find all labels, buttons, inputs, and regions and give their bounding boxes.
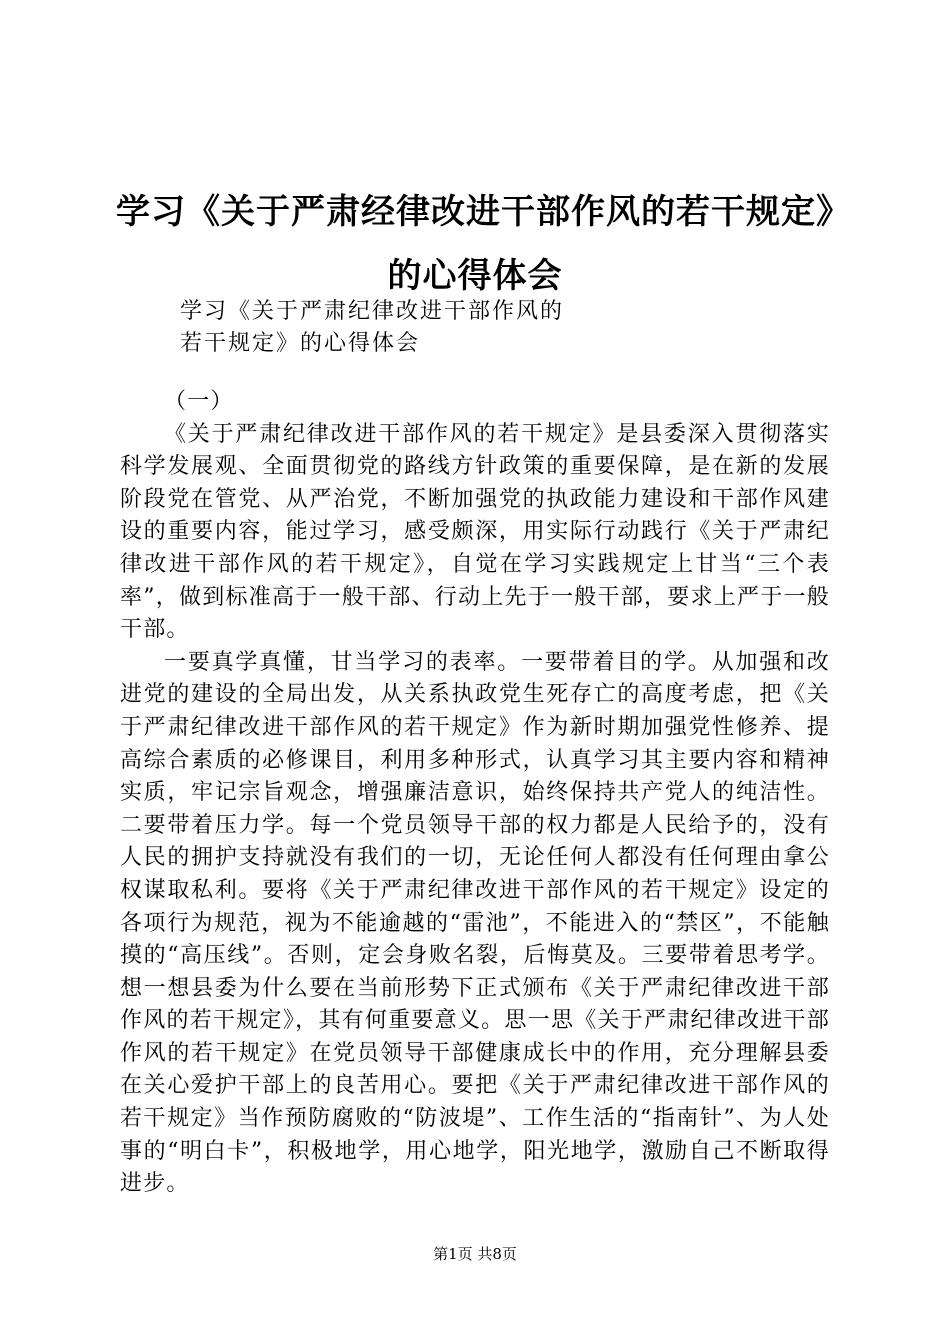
section-marker: （一） [164, 389, 234, 414]
paragraph-1: 《关于严肃纪律改进干部作风的若干规定》是县委深入贯彻落实科学发展观、全面贯彻党的路线方针政策的重要保障，是在新的发展阶段党在管党、从严治党，不断加强党的执政能力建设和干部作风建设的重要内容，能过学习，感受颇深，用实际行动践行《关于严肃纪律改进干部作风的若干规定》，自觉在学习实践规定上甘当“三个表率”，做到标准高于一般干部、行动上先于一般干部，要求上严于一般干部。 [120, 421, 830, 643]
document-subtitle [180, 296, 564, 360]
document-body [120, 386, 830, 1201]
page-footer: 第1页 共8页 [433, 1245, 517, 1263]
subtitle-line-2: 若干规定》的心得体会 [180, 331, 421, 356]
document-title: 学习《关于严肃经律改进干部作风的若干规定》的心得体会 [116, 192, 834, 296]
paragraph-2: 一要真学真懂，甘当学习的表率。一要带着目的学。从加强和改进党的建设的全局出发，从关系执政党生死存亡的高度考虑，把《关于严肃纪律改进干部作风的若干规定》作为新时期加强党性修养、提高综合素质的必修课目，利用多种形式，认真学习其主要内容和精神实质，牢记宗旨观念，增强廉洁意识，始终保持共产党人的纯洁性。二要带着压力学。每一个党员领导干部的权力都是人民给予的，没有人民的拥护支持就没有我们的一切，无论任何人都没有任何理由拿公权谋取私利。要将《关于严肃纪律改进干部作风的若干规定》设定的各项行为规范，视为不能逾越的“雷池”，不能进入的“禁区”，不能触摸的“高压线”。否则，定会身败名裂，后悔莫及。三要带着思考学。想一想县委为什么要在当前形势下正式颁布《关于严肃纪律改进干部作风的若干规定》，其有何重要意义。思一思《关于严肃纪律改进干部作风的若干规定》在党员领导干部健康成长中的作用，充分理解县委在关心爱护干部上的良苦用心。要把《关于严肃纪律改进干部作风的若干规定》当作预防腐败的“防波堤”、工作生活的“指南针”、为人处事的“明白卡”，积极地学，用心地学，阳光地学，激励自己不断取得进步。 [120, 649, 830, 1197]
subtitle-line-1: 学习《关于严肃纪律改进干部作风的 [180, 299, 565, 324]
